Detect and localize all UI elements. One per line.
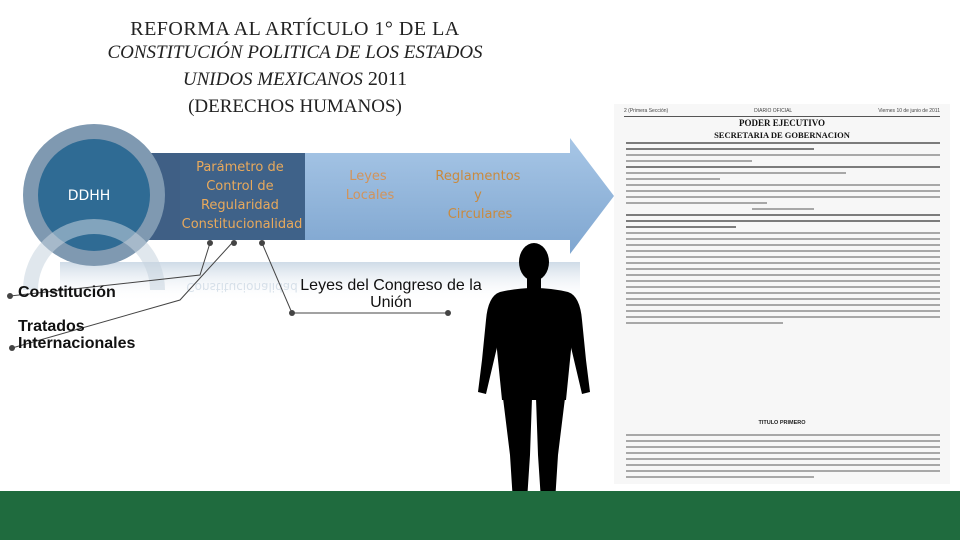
connector-dot [7, 293, 13, 299]
title-line-3-italic: UNIDOS MEXICANOS [182, 69, 363, 90]
leyes-locales-line-1: Leyes [349, 169, 387, 184]
document-titulo-primero: TITULO PRIMERO [758, 420, 806, 426]
document-header-center: DIARIO OFICIAL [754, 108, 793, 114]
parametro-reflection-text: Constitucionalidad [186, 280, 298, 294]
document-header-left: 2 (Primera Sección) [624, 108, 669, 114]
connector-dot [207, 240, 213, 246]
footer-bar [0, 491, 960, 540]
title-line-4: (DERECHOS HUMANOS) [188, 96, 402, 117]
connector-dot [289, 310, 295, 316]
diario-oficial-document [614, 104, 950, 484]
leyes-locales-line-2: Locales [345, 188, 395, 203]
connector-dot [231, 240, 237, 246]
silhouette-torso [496, 288, 572, 400]
reglamentos-line-2: y [474, 188, 482, 203]
silhouette-head [519, 243, 549, 281]
reglamentos-line-3: Circulares [447, 207, 513, 222]
ddhh-label: DDHH [67, 188, 111, 204]
title-line-3-year: 2011 [362, 68, 408, 90]
title-line-1: REFORMA AL ARTÍCULO 1° DE LA [130, 18, 460, 40]
constitucion-label: Constitución [18, 284, 116, 301]
parametro-line-1: Parámetro de [196, 160, 284, 175]
reglamentos-line-1: Reglamentos [435, 169, 521, 184]
leyes-congreso-label: Leyes del Congreso de la Unión [300, 277, 482, 311]
parametro-line-2: Control de [206, 179, 274, 194]
connector-dot [9, 345, 15, 351]
tratados-label: Tratados Internacionales [18, 318, 136, 352]
document-body-text [626, 142, 940, 328]
document-body-text-2 [626, 434, 940, 482]
title-line-2: CONSTITUCIÓN POLITICA DE LOS ESTADOS [107, 42, 483, 63]
connector-dot [259, 240, 265, 246]
document-header [624, 108, 940, 117]
parametro-line-3: Regularidad [200, 198, 279, 213]
document-heading-2: SECRETARIA DE GOBERNACION [714, 130, 850, 140]
parametro-line-4: Constitucionalidad [181, 217, 303, 232]
document-header-right: Viernes 10 de junio de 2011 [878, 108, 940, 114]
document-heading-1: PODER EJECUTIVO [738, 118, 826, 128]
